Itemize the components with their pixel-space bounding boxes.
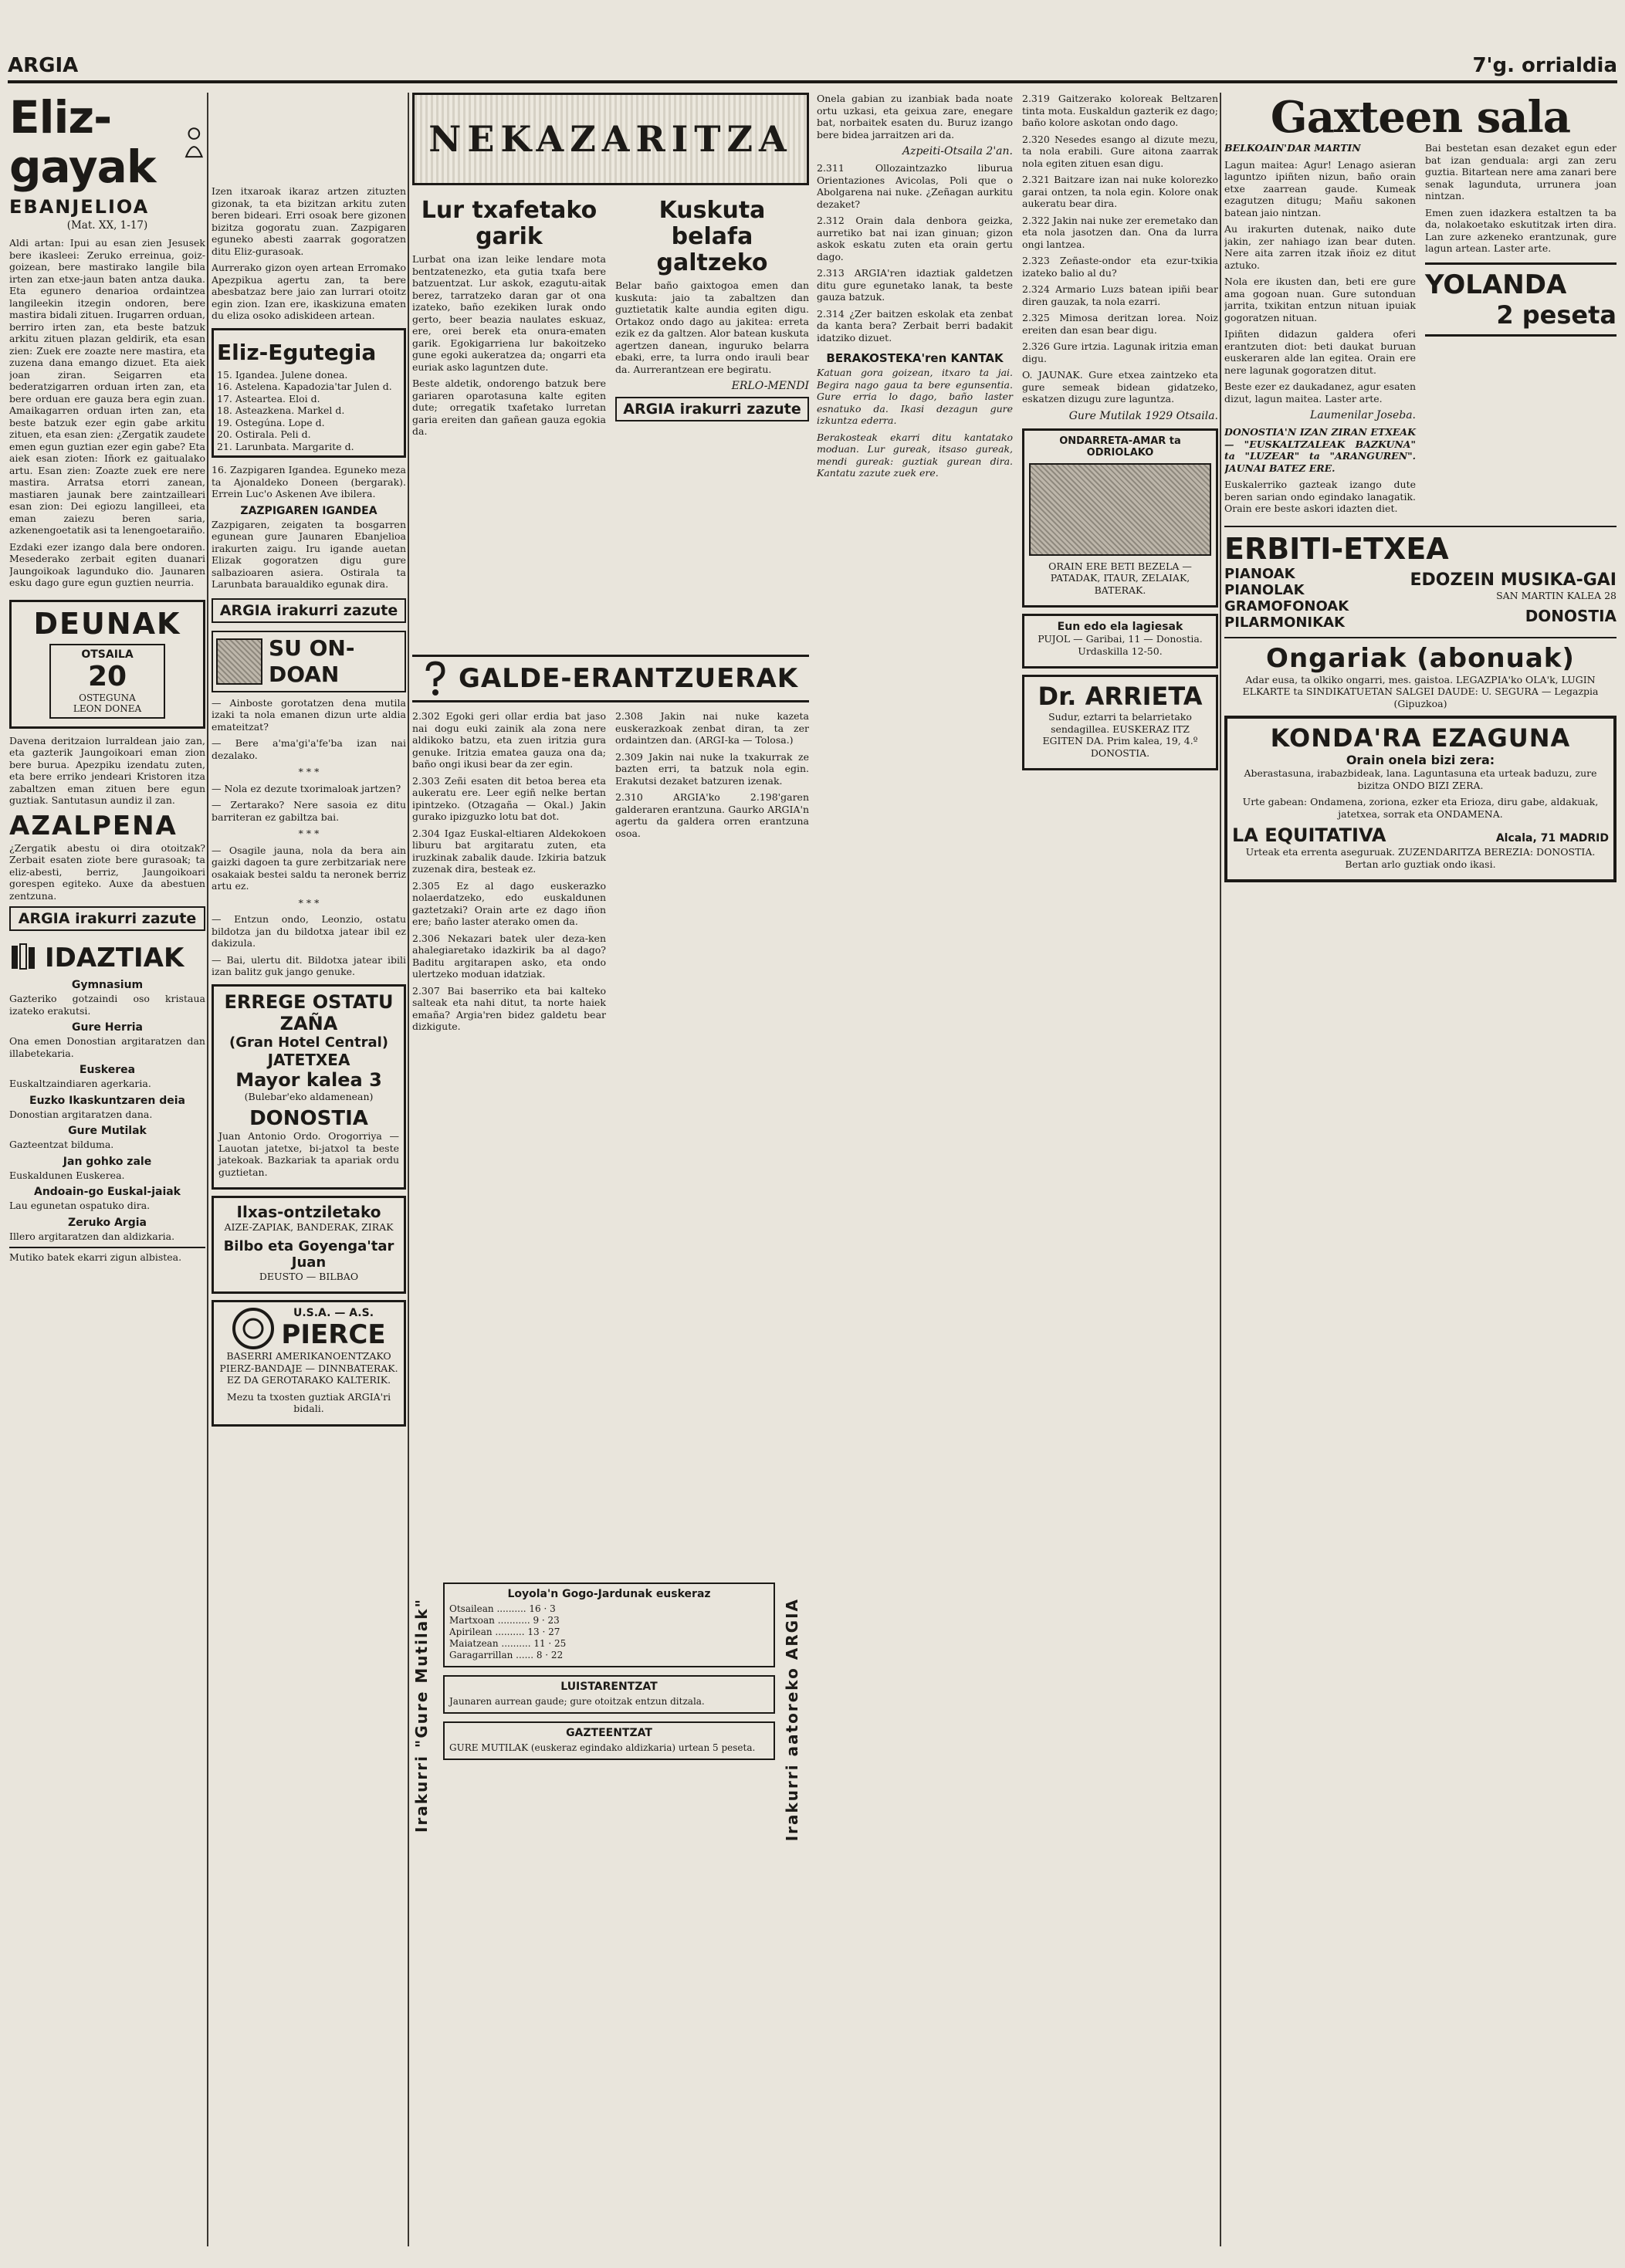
fireplace-illustration <box>216 638 262 685</box>
su-ondoan-header <box>212 631 406 692</box>
idaztiak-text: Lau egunetan ospatuko dira. <box>9 1200 151 1211</box>
pierce-big: PIERCE <box>281 1319 386 1350</box>
yolanda-ad <box>1425 262 1617 337</box>
c3b-signature: Azpeiti-Otsaila 2'an. <box>902 145 1013 157</box>
gazteentzat-text: GURE MUTILAK (euskeraz egindako aldizkaria) urtean 5 peseta. <box>449 1742 756 1753</box>
nekazaritza-title: NEKAZARITZA <box>428 118 793 160</box>
dialog-separator: * * * <box>298 766 320 777</box>
qa-item: 2.305 Ez al dago euskerazko nolaerdatzeko, edo euskaldunen gaztetzaki? Orain arte ez dago iñon ere; baño laster aterako omen da. <box>412 879 606 927</box>
article-text-2: Aurrerako gizon oyen artean Erromako Apezpikua agertu zan, ta bere abesbatzaz bere jaio zan lurrari otoitz egin zion. Izan ere, ikaskizuna ematen du eliza osoko adiskideen artean. <box>212 262 406 321</box>
luistarrentzat-title: LUISTARENTZAT <box>560 1681 658 1693</box>
ad-title: Eun edo ela lagiesak <box>1057 621 1183 633</box>
kantak-text-2: Berakosteak ekarri ditu kantatako moduan. Lur gureak, itsaso gureak, mendi gureak: guztiak gurean dira. Kantatu zazute zuek ere. <box>817 431 1013 479</box>
dialog-line: — Ainboste gorotatzen dena mutila izaki ta nola emanen dizun urte aldia emateitzat? <box>212 696 406 733</box>
flags-title: Ilxas-ontziletako <box>236 1203 381 1221</box>
kuskuta-text: Belar baño gaixtogoa emen dan kuskuta: jaio ta zabaltzen dan guztietatik kalte aundia egiten digu. Ortakoz ondo dago au jakitea: erreta ezik ez da galtzen. Alor batean kuskuta agertzen danean, inguruko belarra ebaki, erre, ta lurra ondo irauli bear da. Aurrerantzean ere begiratu. <box>615 279 809 375</box>
pierce-text: BASERRI AMERIKANOENTZAKO PIERZ-BANDAJE — DINNBATERAK. EZ DA GEROTARAKO KALTERIK. <box>219 1350 398 1386</box>
qa-item: 2.304 Igaz Euskal-eltiaren Aldekokoen liburu bat argitaratu zuten, eta iruzkinak zabalik daude. Izkiria batzuk zuzenak dira, besteak ez. <box>412 827 606 875</box>
column-nekazaritza <box>412 93 1218 2254</box>
qa-item: 2.323 Zeñaste-ondor eta ezur-txikia izateko balio al du? <box>1022 255 1218 279</box>
erbiti-ad <box>1224 526 1617 631</box>
idaztiak-head: Andoain-go Euskal-jaiak <box>33 1186 181 1198</box>
column-gazteen-saila <box>1224 93 1617 2254</box>
ad-body: ORAIN ERE BETI BEZELA — PATADAK, ITAUR, ZELAIAK, BATERAK. <box>1048 560 1192 596</box>
deunak-date-box <box>49 644 165 719</box>
ondarreta-ad <box>1022 428 1218 608</box>
idaztiak-title: IDAZTIAK <box>45 943 185 973</box>
flags-ad <box>212 1196 406 1294</box>
jaungoiko-text: O. JAUNAK. Gure etxea zaintzeko eta gure semeak bidean gidatzeko, eskatzen dizugu zure laguntza. <box>1022 369 1218 405</box>
qa-item: 2.313 ARGIA'ren idaztiak galdetzen ditu gure egunetako lanak, ta beste gauza batzuk. <box>817 267 1013 303</box>
lur-text: Lurbat ona izan leike lendare mota bentzatenezko, eta gutia txafa bere batzuentzat. Lur askok, ezagutu-aitak berez, tarratzeko daran gar ot ona izateko, baño ezekiken lurak ondo gerto, beer beazia naulates eskuaz, ere, orei berek eta onura-ematen garik. Egokigarriena lur bakoitzeko gune egoki aukeratzea da; ongarri eta euriak asko laguntzen dute. <box>412 253 606 373</box>
qa-item: 2.306 Nekazari batek uler deza-ken ahalegiaretako idazkirik ba al dago? Baditu argitarapen asko, eta ondo ulertzeko moduan idatziak. <box>412 932 606 980</box>
story-paragraph: DONOSTIA'N IZAN ZIRAN ETXEAK — "EUSKALTZALEAK BAZKUNA" ta "LUZEAR" ta "ARANGUREN". JAUNAI BATEZ ERE. <box>1224 426 1416 474</box>
hotel-jatetxea: JATETXEA <box>267 1050 350 1069</box>
loyola-title: Loyola'n Gogo-Jardunak euskeraz <box>507 1588 711 1600</box>
story-paragraph: Ipiñten didazun galdera oferi erantzuten diot: beti daukat buruan euskeraren alde lan egitea. Orain ere nere lagunak gogoratzen ditut. <box>1224 328 1416 376</box>
luistarrentzat-box <box>443 1675 775 1714</box>
qa-item: 2.309 Jakin nai nuke la txakurrak ze bazten erri, ta batzuk nola egin. Erakutsi dezaket batzuren izenak. <box>615 750 809 787</box>
konda-text: Aberastasuna, irabazbideak, lana. Laguntasuna eta urteak baduzu, zure bizitza ONDO BIZI ZERA. <box>1244 767 1597 791</box>
equitativa-title: LA EQUITATIVA <box>1232 824 1386 846</box>
idaztiak-text: Illero argitaratzen dan aldizkaria. <box>9 1230 175 1242</box>
erbiti-city: DONOSTIA <box>1525 606 1617 625</box>
su-ondoan-dialog <box>212 697 406 978</box>
hotel-note: (Bulebar'eko aldamenean) <box>244 1090 374 1102</box>
dialog-line: — Entzun ondo, Leonzio, ostatu bildotza jan du bildotxa jatear ibil ez dakizula. <box>212 913 406 949</box>
schedule-row: Garagarrillan ...... 8 · 22 <box>449 1650 564 1660</box>
konda-title: KONDA'RA EZAGUNA <box>1270 723 1571 753</box>
footer-note: Mutiko batek ekarri zigun albistea. <box>9 1247 205 1264</box>
ad-title: Dr. ARRIETA <box>1038 682 1203 711</box>
column-2 <box>212 93 406 2254</box>
flags-city: DEUSTO — BILBAO <box>259 1270 359 1282</box>
hotel-ad <box>212 984 406 1190</box>
idaztiak-head: Gymnasium <box>71 979 144 991</box>
idaztiak-head: Zeruko Argia <box>68 1216 147 1229</box>
lower-boxes <box>412 1583 809 2246</box>
gazteentzat-box <box>443 1721 775 1760</box>
galde-erantzuerak-title: GALDE-ERANTZUERAK <box>459 663 799 694</box>
masthead <box>8 52 1617 83</box>
article-text: Izen itxaroak ikaraz artzen zituzten gizonak, ta eta bizitzan arkitu zuten beren bideari. Erri osoak bere gizonen bizitza gogoratu zuan. Zazpigaren eguneko abesti zaarrak gogoratzen ditu Eliz-gurasoak. <box>212 185 406 257</box>
dialog-separator: * * * <box>298 828 320 839</box>
azalpena-text: ¿Zergatik abestu oi dira otoitzak? Zerbait esaten ziote bere gurasoak; ta eliz-abesti, berriz, Jaungoikoari gorespen egiteko. Auxe da abestuen zentzuna. <box>9 841 205 902</box>
gazteentzat-title: GAZTEENTZAT <box>566 1727 652 1739</box>
c3b-text: Onela gabian zu izanbiak bada noate ortu uzkasi, eta geixua zare, enegare bat, norbaitek esaten du. Buruz izango bere bidea jarraitzen ari da. <box>817 93 1013 140</box>
idaztiak-head: Euskerea <box>79 1064 136 1076</box>
equitativa-address: Alcala, 71 MADRID <box>1495 832 1609 845</box>
hotel-city: DONOSTIA <box>249 1107 368 1130</box>
deunak-month: OTSAILA <box>81 648 134 661</box>
vertical-promo-left: Irakurri "Gure Mutilak" <box>412 1598 431 1833</box>
calendar-line: 16. Astelena. Kapadozia'tar Julen d. <box>217 381 392 392</box>
qa-item: 2.308 Jakin nai nuke kazeta euskerazkoak zenbat diran, ta zer ordaintzen dan. (ARGI-ka — Tolosa.) <box>615 710 809 746</box>
story-columns <box>1224 142 1617 520</box>
masthead-left: ARGIA <box>8 54 79 77</box>
pierce-small: U.S.A. — A.S. <box>293 1307 374 1319</box>
konda-text-2: Urte gabean: Ondamena, zoriona, ezker eta Erioza, diru gabe, aldakuak, jatetxea, sorrak eta ONDAMENA. <box>1242 796 1599 820</box>
calendar-line: 15. Igandea. Julene donea. <box>217 368 348 381</box>
erbiti-street: SAN MARTIN KALEA 28 <box>1496 590 1617 602</box>
deunak-weekday: OSTEGUNA <box>79 692 136 703</box>
calendar-line: 19. Ostegúna. Lope d. <box>217 416 325 428</box>
erbiti-title: ERBITI-ETXEA <box>1224 531 1449 566</box>
liturgy-lines: Ezdaki ezer izango dala bere ondoren. Mesederako zerbait egiten duanari Jaungoikoak lagunduko dio. Jaunaren esku dago gure egun guztien neurria. <box>9 540 205 588</box>
ad-body: Sudur, eztarri ta belarrietako sendagillea. EUSKERAZ ITZ EGITEN DA. Prim kalea, 19, 4.º DONOSTIA. <box>1042 711 1198 759</box>
pujol-ad <box>1022 614 1218 669</box>
story-paragraph: Nola ere ikusten dan, beti ere gure ama gogoan nuan. Gure sutonduan jarrita, txikitan entzun nituan ipuiak gogoratzen nituan. <box>1224 276 1416 323</box>
deunak-saint: LEON DONEA <box>73 702 142 714</box>
books-icon <box>9 941 40 972</box>
gospel-ref: (Mat. XX, 1-17) <box>66 219 148 232</box>
ad-title: ONDARRETA-AMAR ta ODRIOLAKO <box>1059 435 1181 459</box>
schedule-row: Martxoan ........... 9 · 23 <box>449 1615 560 1626</box>
column-rule <box>1220 93 1221 2246</box>
dialog-line: — Osagile jauna, nola da bera ain gaizki dagoen ta gure zerbitzariak nere osakaiak bestei saldu ta neronek berriz artu ez. <box>212 844 406 892</box>
gospel-text: Aldi artan: Ipui au esan zien Jesusek bere ikasleei: Zeruko erreinua, goiz-goizean, bere mastirako langile bila irten zan etxe-jaun baten antza dauka. Eta egunero denarioa ordaintzea langileekin itzegin ondoren, bere mastira bidali zituen. Irugarren orduan, berriro irten zan, eta beste batzuk arkitu zituen plazan geldirik, eta esan zien: Zuek ere zoazte nere mastira, eta zuzena dana emango dizuet. Eta aiek joan ziran. Seigarren eta bederatzigarren orduan irten zan, eta bere orduan ere gauza bera egin zuan. Amaikagarren orduan irten zan, eta beste batzuk ezer egin gabe arkitu zituen, eta esan zien: ¿Zergatik zaudete emen egun guztian ezer egin gabe? Eta aiek esan zioten: Iñork ez gaitualako artu. Esan zien: Zoazte zuek ere nere mastira. Arratsa etorri zanean, mastiaren jaunak bere zaintzailleari esan zion: Dei egiozu langilleei, eta eman zaiezu beren saria, azkenengoetatik asi ta lenengoetaraiño. <box>9 237 205 536</box>
ongariak-title: Ongariak (abonuak) <box>1266 642 1575 674</box>
column-eliz-gayak <box>9 93 205 2254</box>
idaztiak-list <box>9 979 205 1242</box>
galde-erantzuerak-columns <box>412 710 809 1038</box>
gospel-title: EBANJELIOA <box>9 196 150 218</box>
argia-promo: ARGIA irakurri zazute <box>9 906 205 931</box>
qa-item: 2.312 Orain dala denbora geizka, aurretiko bat nai izan ginuan; gizon askok eskatu zuten eta orain gertu dago. <box>817 215 1013 262</box>
konda-ad <box>1224 716 1617 882</box>
idaztiak-head: Gure Herria <box>72 1021 143 1034</box>
hotel-subtitle: (Gran Hotel Central) <box>229 1034 389 1051</box>
masthead-right: 7'g. orrialdia <box>1472 54 1617 77</box>
qa-item: 2.321 Baitzare izan nai nuke kolorezko garai ontzen, ta nola egin. Kolore onak aukeratu bear dira. <box>1022 174 1218 209</box>
question-mark-icon <box>420 660 451 697</box>
qa-item: 2.322 Jakin nai nuke zer eremetako dan eta nola jasotzen dan. Ona da lurra ongi lantzea. <box>1022 214 1218 250</box>
zazpigaren-title: ZAZPIGAREN IGANDEA <box>240 504 377 517</box>
calendar-line: 18. Asteazkena. Markel d. <box>217 405 345 416</box>
kantak-title: BERAKOSTEKA'ren KANTAK <box>826 351 1004 365</box>
dialog-line: — Bere a'ma'gi'a'fe'ba izan nai dezalako. <box>212 737 406 761</box>
pierce-logo-icon <box>232 1307 275 1350</box>
dialog-line: — Nola ez dezute txorimaloak jartzen? <box>212 782 401 794</box>
dialog-line: — Zertarako? Nere sasoia ez ditu barriteran ez gabiltza bai. <box>212 799 406 823</box>
kantak-text: Katuan gora goizean, itxaro ta jai. Begira nago gaua ta bere egunsentia. Gure erria lo dago, baño laster esnatuko da. Ikasi dezagun gure izkuntza ederra. <box>817 367 1013 426</box>
column-3c <box>1022 93 1218 777</box>
pierce-footer: Mezu ta txosten guztiak ARGIA'ri bidali. <box>226 1390 391 1414</box>
story-paragraph: Beste ezer ez daukadanez, agur esaten dizut, lagun maitea. Laster arte. <box>1224 381 1416 405</box>
argia-promo: ARGIA irakurri zazute <box>212 598 406 623</box>
dialog-line: — Bai, ulertu dit. Bildotxa jatear ibili izan balitz guk jango genuke. <box>212 953 406 977</box>
hotel-title: ERREGE OSTATU ZAÑA <box>224 990 394 1034</box>
deunak-title: DEUNAK <box>33 606 181 641</box>
calendar-line: 17. Asteartea. Eloi d. <box>217 392 320 405</box>
qa-item: 2.311 Ollozaintzazko liburua Orientaziones Avicolas, Poli que o Abolgarena nai nuke. ¿Zeñagan aurkitu dezaket? <box>817 162 1013 210</box>
lur-title: Lur txafetako garik <box>421 197 598 250</box>
schedule-row: Maiatzean .......... 11 · 25 <box>449 1638 567 1649</box>
eliz-egutegia-box <box>212 328 406 459</box>
flags-owner: Bilbo eta Goyenga'tar Juan <box>223 1237 394 1271</box>
kuskuta-signature: ERLO-MENDI <box>731 380 809 392</box>
yolanda-title: YOLANDA <box>1425 269 1567 300</box>
musika-text: EDOZEIN MUSIKA-GAI <box>1410 570 1617 591</box>
section-title-eliz-gayak: Eliz-gayak <box>9 93 156 193</box>
loyola-schedule <box>443 1583 775 1667</box>
qa-item: 2.307 Bai baserriko eta bai kalteko salteak eta nahi ditut, ta norte haiek emaña? Argia'ren bidez galdetu bear dizkigute. <box>412 984 606 1032</box>
schedule-row: Otsailean .......... 16 · 3 <box>449 1603 556 1614</box>
arrieta-ad <box>1022 675 1218 770</box>
column-rule <box>408 93 409 2246</box>
idaztiak-text: Euskaldunen Euskerea. <box>9 1169 125 1181</box>
erbiti-item: GRAMOFONOAK <box>1224 597 1349 614</box>
idaztiak-head: Euzko Ikaskuntzaren deia <box>29 1094 185 1107</box>
calendar-line: 21. Larunbata. Margarite d. <box>217 440 354 452</box>
flags-items: AIZE-ZAPIAK, BANDERAK, ZIRAK <box>224 1221 394 1233</box>
hotel-owners: Juan Antonio Ordo. Orogorriya — Lauotan jatetxe, bi-jatxol ta beste jatekoak. Bazkariak ta apariak ordu guztietan. <box>218 1130 399 1178</box>
pierce-ad <box>212 1300 406 1427</box>
story-paragraph: Bai bestetan esan dezaket egun eder bat izan genduala: argi zan zeru guztia. Bitartean nere ama zanari bere senak lagunduta, urrunera joan nintzan. <box>1425 142 1617 201</box>
equitativa-text: Urteak eta errenta aseguruak. ZUZENDARITZA BEREZIA: DONOSTIA. Bertan arlo guztiak ondo ikasi. <box>1245 846 1596 870</box>
qa-item: 2.314 ¿Zer baitzen eskolak eta zenbat da kanta bera? Zerbait berri badakit idatziko dizuet. <box>817 307 1013 344</box>
yolanda-price: 2 peseta <box>1496 300 1617 330</box>
qa-item: 2.320 Nesedes esango al dizute mezu, ta nola erabili. Gure aitona zaarrak nola egiten zituen esan digu. <box>1022 133 1218 169</box>
qa-item: 2.326 Gure irtzia. Lagunak iritzia eman digu. <box>1022 340 1218 364</box>
zazpigaren-text: Zazpigaren, zeigaten ta bosgarren egunean gure Jaunaren Ebanjelioa irakurten zaigu. Iru igande auetan Elizak gogoratzen digu gure salbazioaren asiera. Ostirala ta Larunbata baraualdiko egunak dira. <box>212 518 406 590</box>
calendar-note: 16. Zazpigaren Igandea. Eguneko meza ta Ajonaldeko Doneen (bergarak). Errein Luc'o Askenen Ave ibilera. <box>212 464 406 499</box>
ongariak-text: Adar eusa, ta olkiko ongarri, mes. gaistoa. LEGAZPIA'ko OLA'k, LUGIN ELKARTE ta SINDIKATUETAN SALGEI DAUDE: U. SEGURA — Legazpia (Gipuzkoa) <box>1242 673 1599 709</box>
story-paragraph: Lagun maitea: Agur! Lenago asieran laguntzo ipiñten nizun, baño orain etxe zaarrean gaude. Kumeak ezagutzen ditugu; Mañu sakonen batean jaio nintzan. <box>1224 158 1416 218</box>
qa-item: 2.325 Mimosa deritzan lorea. Noiz ereiten dan esan bear digu. <box>1022 312 1218 336</box>
qa-item: 2.302 Egoki geri ollar erdia bat jaso nai dogu euki zainik ala zona nere aldikoko batzu, eta zuen iritzia gura genuke. Iritzia ematea gauza ona da; baño ongi ikusi bear da zer egin. <box>412 710 606 770</box>
lur-text-2: Beste aldetik, ondorengo batzuk bere gariaren oparotasuna kalte egiten dute; orregatik txafetako lurretan garia ereiten dan gañean gauza egokia da. <box>412 377 606 437</box>
idaztiak-head: Gure Mutilak <box>68 1125 147 1137</box>
schedule-row: Apirilean .......... 13 · 27 <box>449 1627 560 1637</box>
qa-item: 2.324 Armario Luzs batean ipiñi bear diren gauzak, ta nola ezarri. <box>1022 283 1218 307</box>
hotel-street: Mayor kalea 3 <box>235 1068 382 1091</box>
argia-promo: ARGIA irakurri zazute <box>615 397 809 421</box>
story-paragraph: Au irakurten dutenak, naiko dute jakin, zer nahiago izan bear duten. Nere aita zarren itzak iñoiz ez ditut aztuko. <box>1224 223 1416 271</box>
erbiti-item: PIANOAK <box>1224 565 1295 582</box>
deunak-text: Davena deritzaion lurraldean jaio zan, eta gazterik Jaungoikoari eman zion bere burua. Apezpiku izendatu zuten, eta bere erriko jendeari Kristoren itza zabaltzen eman zituen bere egun guztiak. Santutasun aundiz il zan. <box>9 734 205 806</box>
column-rule <box>207 93 208 2246</box>
qa-item: 2.303 Zeñi esaten dit betoa berea eta aukeratu ere. Leer egiñ nelke bertan ipintzeko. (Otzagaña — Okal.) Jakin gurako ipizguzko lotu bat dot. <box>412 774 606 822</box>
deunak-box <box>9 600 205 729</box>
su-ondoan-title: SU ON-DOAN <box>268 635 355 687</box>
konda-subtitle: Orain onela bizi zera: <box>1346 753 1495 767</box>
story-paragraph: Euskalerriko gazteak izango dute beren sarian ondo egindako lanagatik. Orain ere beste askori idazten diet. <box>1224 479 1416 514</box>
column-3b <box>817 93 1013 484</box>
ad-body: PUJOL — Garibai, 11 — Donostia. Urdaskilla 12-50. <box>1038 633 1203 657</box>
luistarrentzat-text: Jaunaren aurrean gaude; gure otoitzak entzun ditzala. <box>449 1696 705 1707</box>
calendar-line: 20. Ostirala. Peli d. <box>217 428 311 440</box>
story-paragraph: Emen zuen idazkera estaltzen ta ba da, nolakoetako eskutitzak irten dira. Lan zure azkeneko erantzunak, gure lagun artean. Laster arte. <box>1425 206 1617 254</box>
vertical-promo-right: Irakurri aatoreko ARGIA <box>783 1598 801 1842</box>
erbiti-item: PILARMONIKAK <box>1224 614 1345 631</box>
story-signature: Laumenilar Joseba. <box>1310 409 1416 421</box>
dialog-separator: * * * <box>298 896 320 909</box>
qa-item: 2.310 ARGIA'ko 2.198'garen galderaren erantzuna. Gaurko ARGIA'n agertu da galdera orren erantzuna osoa. <box>615 791 809 839</box>
erbiti-item: PIANOLAK <box>1224 581 1305 598</box>
ongariak-ad <box>1224 637 1617 710</box>
calendar-title: Eliz-Egutegia <box>217 339 377 365</box>
idaztiak-text: Gazteriko gotzaindi oso kristaua izateko erakutsi. <box>9 993 205 1017</box>
story-author: BELKOAIN'DAR MARTIN <box>1224 142 1361 154</box>
qa-item: 2.319 Gaitzerako koloreak Beltzaren tinta mota. Euskaldun gazterik ez dago; baño kolore askotan ondo dago. <box>1022 93 1218 128</box>
idaztiak-text: Euskaltzaindiaren agerkaria. <box>9 1078 151 1089</box>
nekazaritza-banner <box>412 93 809 185</box>
idaztiak-text: Donostian argitaratzen dana. <box>9 1108 153 1120</box>
azalpena-title: AZALPENA <box>9 810 178 841</box>
galde-erantzuerak-banner <box>412 655 809 702</box>
deunak-day: 20 <box>87 660 127 692</box>
praying-figure-icon <box>183 119 205 165</box>
idaztiak-text: Ona emen Donostian argitaratzen dan illabetekaria. <box>9 1035 205 1059</box>
gazteen-title: Gaxteen sala <box>1270 93 1571 143</box>
idaztiak-head: Jan gohko zale <box>63 1155 152 1168</box>
nekazaritza-articles <box>412 191 809 442</box>
ad-photo <box>1029 463 1211 556</box>
idaztiak-text: Gazteentzat bilduma. <box>9 1139 114 1150</box>
jaungoiko-signature: Gure Mutilak 1929 Otsaila. <box>1068 409 1218 422</box>
kuskuta-title: Kuskuta belafa galtzeko <box>656 197 768 276</box>
